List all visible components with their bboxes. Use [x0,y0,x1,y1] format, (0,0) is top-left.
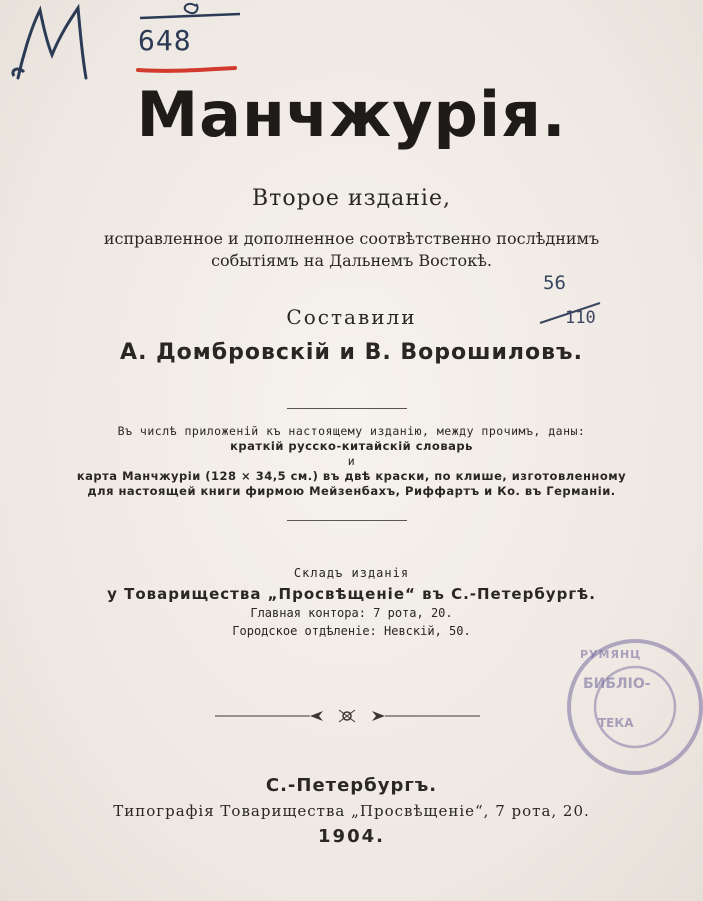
stamp-mid-text-1: БИБЛІО- [583,676,651,692]
depot-label: Складъ изданія [293,566,410,580]
edition-line: Второе изданіе, [252,186,451,211]
main-office: Главная контора: 7 рота, 20. [250,606,453,620]
subtitle [0,228,703,272]
appendix-line-1: Въ числѣ приложеній къ настоящему изданію, между прочимъ, даны: [117,424,586,438]
imprint-printer: Типографія Товарищества „Просвѣщеніе“, 7 рота, 20. [113,802,590,820]
city-branch: Городское отдѣленіе: Невскій, 50. [232,624,471,638]
subtitle-line-1: исправленное и дополненное соотвѣтственно послѣднимъ [103,229,600,248]
appendix-line-4: карта Манчжуріи (128 × 34,5 см.) въ двѣ краски, по клише, изготовленному [76,469,627,483]
compiled-by: Составили [286,305,417,329]
shelfmark-number: 648 [138,24,192,57]
depot-society: у Товарищества „Просвѣщеніе“ въ С.-Петербургѣ. [107,585,596,603]
appendix-line-5: для настоящей книги фирмою Мейзенбахъ, Риффартъ и Ко. въ Германіи. [87,484,616,498]
margin-note-bottom: 110 [565,308,596,328]
margin-note-top: 56 [543,272,566,294]
appendix-note [0,424,703,499]
imprint-city: С.-Петербургъ. [265,775,438,796]
subtitle-line-2: событіямъ на Дальнемъ Востокѣ. [211,251,492,270]
divider-top [287,408,407,409]
appendix-line-3: и [347,454,356,468]
ornament-divider [215,706,480,726]
stamp-mid-text-2: ТЕКА [598,716,634,730]
imprint-year: 1904. [318,826,385,847]
stamp-top-text: РУМЯНЦ [580,648,642,661]
page-title: Манчжурія. [136,78,567,151]
authors: А. Домбровскій и В. Ворошиловъ. [120,340,583,365]
appendix-line-2: краткій русско-китайскій словарь [230,439,473,453]
divider-bottom [287,520,407,521]
